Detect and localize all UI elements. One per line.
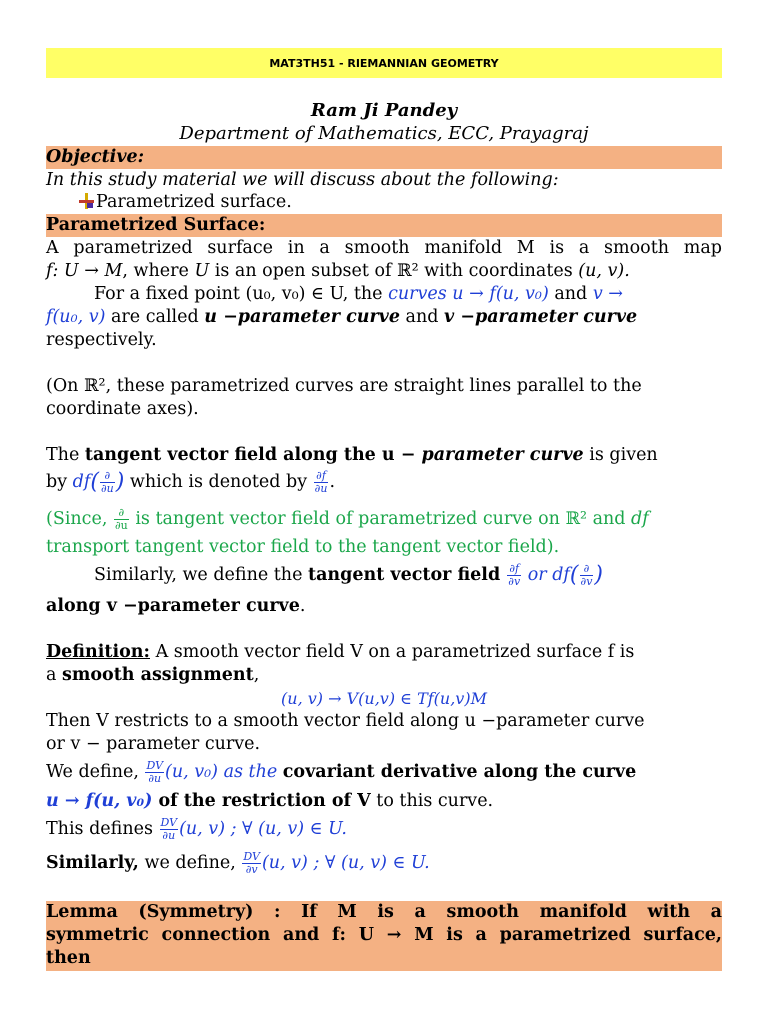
definition-formula: (u, v) → V(u,v) ∈ Tf(u,v)M: [281, 689, 487, 708]
definition-line: This defines $\frac{DV}{\partial u}$ (u, v) ; ∀ (u, v) ∈ U.: [46, 816, 347, 842]
fraction: $\frac{DV}{\partial u}$: [160, 816, 178, 842]
paragraph-line: transport tangent vector field to the tangent vector field).: [46, 537, 560, 557]
paragraph-line: respectively.: [46, 330, 157, 350]
paragraph-line: f: U → M, where U is an open subset of ℝ² with coordinates (u, v).: [46, 261, 630, 281]
paragraph-line: (On ℝ², these parametrized curves are straight lines parallel to the: [46, 376, 642, 396]
course-header: MAT3TH51 - RIEMANNIAN GEOMETRY: [46, 48, 722, 78]
fraction: $\frac{DV}{\partial v}$: [243, 850, 260, 876]
lemma-line: then: [46, 948, 91, 968]
paragraph-line: The tangent vector field along the u − parameter curve is given: [46, 445, 658, 465]
definition-label: Definition:: [46, 642, 150, 662]
paragraph-line: f(u₀, v) are called u −parameter curve and v −parameter curve: [46, 307, 638, 327]
paragraph-line: along v −parameter curve.: [46, 596, 306, 616]
fraction: $\frac{\partial f}{\partial v}$: [508, 562, 521, 588]
objective-heading: Objective:: [46, 147, 145, 167]
definition-line: We define, $\frac{DV}{\partial u}$ (u, v₀) as the covariant derivative along the curve: [46, 759, 637, 785]
definition-line: Definition: A smooth vector field V on a parametrized surface f is: [46, 642, 635, 662]
paragraph-line: by df( $\frac{\partial}{\partial u}$ ) which is denoted by $\frac{\partial f}{\partial u}$ .: [46, 469, 336, 495]
fraction: $\frac{\partial}{\partial u}$: [100, 469, 114, 495]
fraction: $\frac{\partial f}{\partial u}$: [314, 469, 328, 495]
paragraph-line: coordinate axes).: [46, 399, 199, 419]
author-department: Department of Mathematics, ECC, Prayagraj: [179, 123, 589, 144]
section-heading: Parametrized Surface:: [46, 215, 266, 235]
fraction: $\frac{\partial}{\partial u}$: [114, 506, 128, 532]
definition-line: u → f(u, v₀) of the restriction of V to this curve.: [46, 791, 494, 811]
objective-bullet: Parametrized surface.: [78, 191, 754, 214]
paragraph-line: A parametrized surface in a smooth manifold M is a smooth map: [46, 238, 722, 258]
paragraph-line: For a fixed point (u₀, v₀) ∈ U, the curves u → f(u, v₀) and v →: [94, 284, 623, 304]
fraction: $\frac{\partial}{\partial v}$: [580, 562, 593, 588]
definition-line: Then V restricts to a smooth vector field along u −parameter curve: [46, 711, 645, 731]
objective-intro: In this study material we will discuss about the following:: [46, 170, 559, 190]
lemma-line: Lemma (Symmetry) : If M is a smooth manifold with a: [46, 902, 722, 922]
paragraph-line: Similarly, we define the tangent vector field $\frac{\partial f}{\partial v}$ or df( $\frac{\partial}{\partial v}$ ): [94, 562, 603, 588]
paragraph-line: (Since, $\frac{\partial}{\partial u}$ is tangent vector field of parametrized curve on ℝ² and df: [46, 506, 649, 532]
definition-line: or v − parameter curve.: [46, 734, 261, 754]
lemma-line: symmetric connection and f: U → M is a parametrized surface,: [46, 925, 722, 945]
fraction: $\frac{DV}{\partial u}$: [146, 759, 164, 785]
author-name: Ram Ji Pandey: [310, 100, 458, 121]
checkbox-bullet-icon: [78, 193, 94, 209]
definition-line: Similarly, we define, $\frac{DV}{\partial v}$ (u, v) ; ∀ (u, v) ∈ U.: [46, 850, 430, 876]
definition-line: a smooth assignment,: [46, 665, 260, 685]
